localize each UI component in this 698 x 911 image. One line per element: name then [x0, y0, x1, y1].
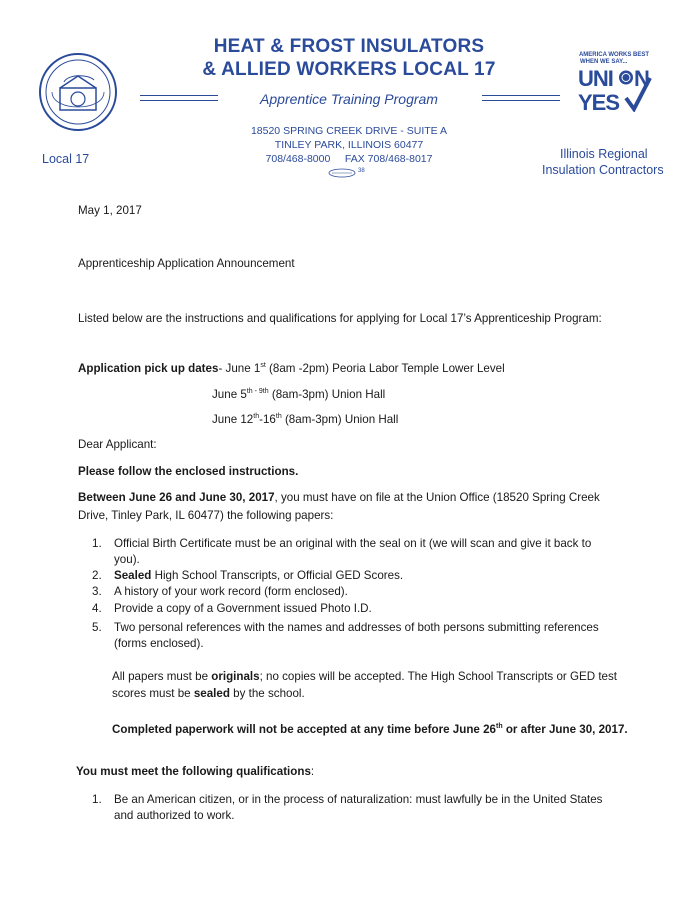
- paper-item-5-text-cont: (forms enclosed).: [114, 637, 204, 650]
- org-title-line1: HEAT & FROST INSULATORS: [213, 36, 485, 57]
- paper-item-3-number: 3.: [92, 585, 102, 598]
- paper-item-5: [92, 620, 599, 652]
- paper-item-4-text: Provide a copy of a Government issued Photo I.D.: [114, 602, 372, 615]
- paper-item-3: [92, 584, 348, 600]
- qualification-item-1-text-cont: and authorized to work.: [114, 809, 235, 822]
- right-label-line1: Illinois Regional: [560, 147, 648, 161]
- completed-text-post: or after June 30, 2017.: [502, 723, 628, 736]
- sealed-text-pre: scores must be: [112, 687, 194, 700]
- paper-item-3-text: A history of your work record (form enclosed).: [114, 585, 348, 598]
- deadline-line-2: Drive, Tinley Park, IL 60477) the following papers:: [78, 509, 334, 522]
- program-subtitle: Apprentice Training Program: [260, 91, 438, 107]
- paper-item-2-number: 2.: [92, 569, 102, 582]
- paper-item-2-text: High School Transcripts, or Official GED Scores.: [151, 569, 404, 582]
- deadline-dates: Between June 26 and June 30, 2017: [78, 491, 275, 504]
- pickup-date-3-detail: (8am-3pm) Union Hall: [281, 413, 399, 426]
- follow-instructions: Please follow the enclosed instructions.: [78, 465, 299, 478]
- deadline-line-1: [78, 490, 600, 506]
- deadline-text: , you must have on file at the Union Office (18520 Spring Creek: [274, 491, 600, 504]
- paper-item-2-bold: Sealed: [114, 569, 152, 582]
- originals-bold: originals: [211, 670, 260, 683]
- union-label-bug: [328, 168, 372, 178]
- union-yes-word-yes: YES: [578, 90, 620, 115]
- union-yes-logo: [574, 52, 654, 122]
- pickup-date-2: June 5: [212, 388, 247, 401]
- originals-text-pre: All papers must be: [112, 670, 212, 683]
- left-local-label: Local 17: [42, 152, 90, 166]
- pickup-label: Application pick up dates: [78, 362, 219, 375]
- paper-item-4-number: 4.: [92, 602, 102, 615]
- paper-item-1-text-cont: you).: [114, 553, 140, 566]
- org-title-line2: & ALLIED WORKERS LOCAL 17: [202, 59, 496, 80]
- completed-text-pre: Completed paperwork will not be accepted at any time before June 26: [112, 723, 496, 736]
- completed-sup: th: [495, 723, 503, 731]
- paper-item-2: [92, 568, 404, 584]
- sealed-bold: sealed: [193, 687, 230, 700]
- letter-subject: Apprenticeship Application Announcement: [78, 257, 295, 270]
- pickup-date-3: June 12: [212, 413, 254, 426]
- pickup-date-3-end-sup: th: [275, 413, 282, 421]
- union-yes-tagline-1: AMERICA WORKS BEST: [578, 52, 650, 58]
- paper-item-5-number: 5.: [92, 621, 102, 634]
- pickup-line-2: [212, 387, 385, 403]
- originals-line-1: [112, 669, 617, 685]
- letter-date: May 1, 2017: [78, 204, 142, 217]
- pickup-date-1-sup: st: [260, 362, 266, 370]
- pickup-line-3: [212, 412, 398, 428]
- phone-fax: 708/468-8000 FAX 708/468-8017: [265, 153, 433, 165]
- qualification-item-1-number: 1.: [92, 793, 102, 806]
- union-label-number: 38: [358, 168, 365, 174]
- qualifications-colon: :: [310, 765, 315, 778]
- pickup-date-3-end: -16: [259, 413, 276, 426]
- address-line1: 18520 SPRING CREEK DRIVE - SUITE A: [250, 125, 448, 137]
- pickup-date-1: - June 1: [218, 362, 261, 375]
- qualifications-heading: [76, 764, 314, 780]
- paper-item-1-number: 1.: [92, 537, 102, 550]
- originals-text-post: ; no copies will be accepted. The High School Transcripts or GED test: [259, 670, 618, 683]
- address-line2: TINLEY PARK, ILLINOIS 60477: [274, 139, 424, 151]
- pickup-date-2-sup: th - 9th: [246, 388, 269, 396]
- paper-item-1: [92, 536, 592, 568]
- originals-line-2: [112, 686, 305, 702]
- union-yes-word-n: N: [634, 66, 650, 91]
- paper-item-1-text: Official Birth Certificate must be an original with the seal on it (we will scan and give it back to: [114, 537, 592, 550]
- union-yes-check-icon: [624, 76, 652, 117]
- salutation: Dear Applicant:: [78, 438, 157, 451]
- sealed-text-post: by the school.: [229, 687, 305, 700]
- paper-item-5-text: Two personal references with the names and addresses of both persons submitting references: [114, 621, 599, 634]
- pickup-date-2-detail: (8am-3pm) Union Hall: [268, 388, 386, 401]
- qualification-item-1: [92, 792, 603, 824]
- pickup-date-3-sup: th: [253, 413, 260, 421]
- union-yes-tagline-2: WHEN WE SAY...: [580, 59, 628, 65]
- union-yes-word-uni: UNI: [578, 66, 613, 91]
- letter-intro: Listed below are the instructions and qualifications for applying for Local 17’s Apprenticeship Program:: [78, 312, 602, 325]
- paper-item-4: [92, 601, 372, 617]
- pickup-date-1-detail: (8am -2pm) Peoria Labor Temple Lower Level: [265, 362, 505, 375]
- qualifications-heading-text: You must meet the following qualifications: [76, 765, 311, 778]
- completed-paperwork-notice: [112, 722, 628, 738]
- qualification-item-1-text: Be an American citizen, or in the process of naturalization: must lawfully be in the United States: [114, 793, 603, 806]
- right-label-line2: Insulation Contractors: [542, 163, 664, 177]
- pickup-line-1: [78, 361, 505, 377]
